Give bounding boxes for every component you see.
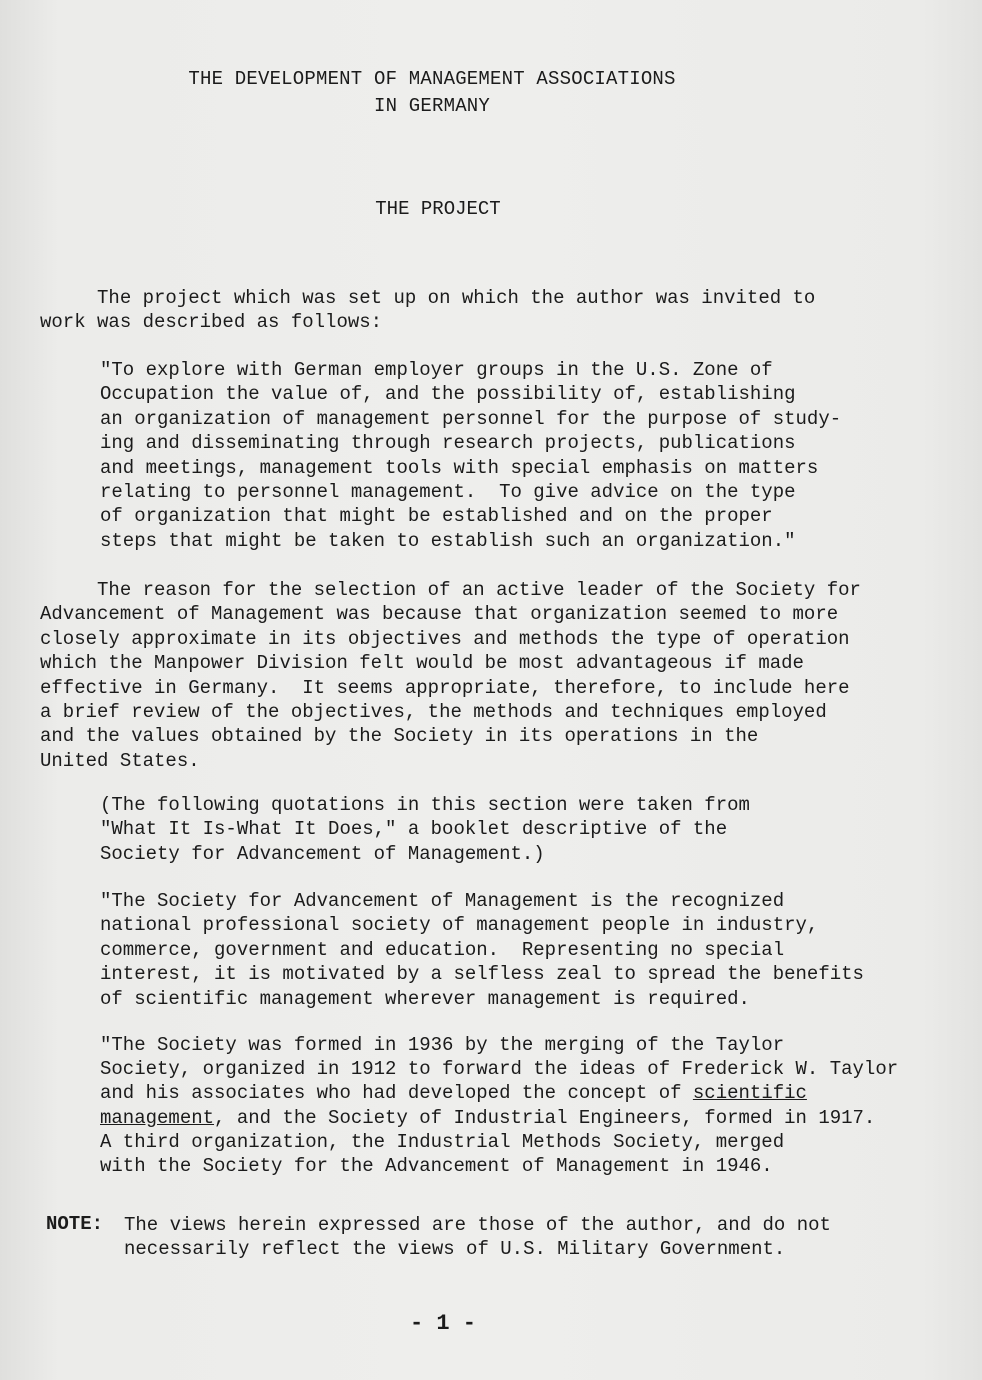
history-line: with the Society for the Advancement of Management in 1946. — [100, 1155, 773, 1178]
note-label: NOTE: — [46, 1213, 104, 1235]
source-note-paragraph: (The following quotations in this section were taken from "What It Is-What It Does," a booklet descriptive of the Society for Advancement of Management.) — [100, 794, 750, 865]
society-description-quote: "The Society for Advancement of Management is the recognized national professional society of management people in industry, commerce, government and education. Representing no special interest, it is motivated by a selfless zeal to spread the benefits of scientific management wherever management is required. — [100, 890, 864, 1010]
page-number: - 1 - — [410, 1311, 477, 1336]
intro-paragraph: The project which was set up on which the author was invited to work was described as follows: — [40, 287, 816, 334]
project-description-quote: "To explore with German employer groups in the U.S. Zone of Occupation the value of, and the possibility of, establishing an organization of management personnel for the purpose of study- ing and disseminating through research projects, publications and meetings, management tools with special emphasis on matters relating to personnel management. To give advice on the type of organization that might be established and on the proper steps that might be taken to establish such an organization." — [100, 359, 842, 552]
document-title: THE DEVELOPMENT OF MANAGEMENT ASSOCIATIONS — [188, 68, 676, 90]
history-line: and his associates who had developed the concept of — [100, 1082, 693, 1105]
history-line: "The Society was formed in 1936 by the merging of the Taylor — [100, 1034, 785, 1056]
history-line: , and the Society of Industrial Engineers, formed in 1917. — [214, 1106, 876, 1129]
reason-paragraph: The reason for the selection of an active leader of the Society for Advancement of Management was because that organization seemed to more closely approximate in its objectives and methods the type of operation which the Manpower Division felt would be most advantageous if made effective in Germany. It seems appropriate, therefore, to include here a brief review of the objectives, the methods and techniques employed and the values obtained by the Society in its operations in the United States. — [40, 579, 861, 772]
history-line: Society, organized in 1912 to forward the ideas of Frederick W. Taylor — [100, 1058, 899, 1081]
history-line: A third organization, the Industrial Methods Society, merged — [100, 1130, 785, 1153]
section-heading: THE PROJECT — [375, 198, 501, 220]
underlined-term: management — [100, 1106, 215, 1129]
note-text: The views herein expressed are those of the author, and do not necessarily reflect the views of U.S. Military Government. — [124, 1214, 831, 1261]
document-title-line2: IN GERMANY — [373, 95, 491, 117]
underlined-term: scientific — [692, 1082, 807, 1105]
society-history-quote — [100, 1033, 898, 1178]
